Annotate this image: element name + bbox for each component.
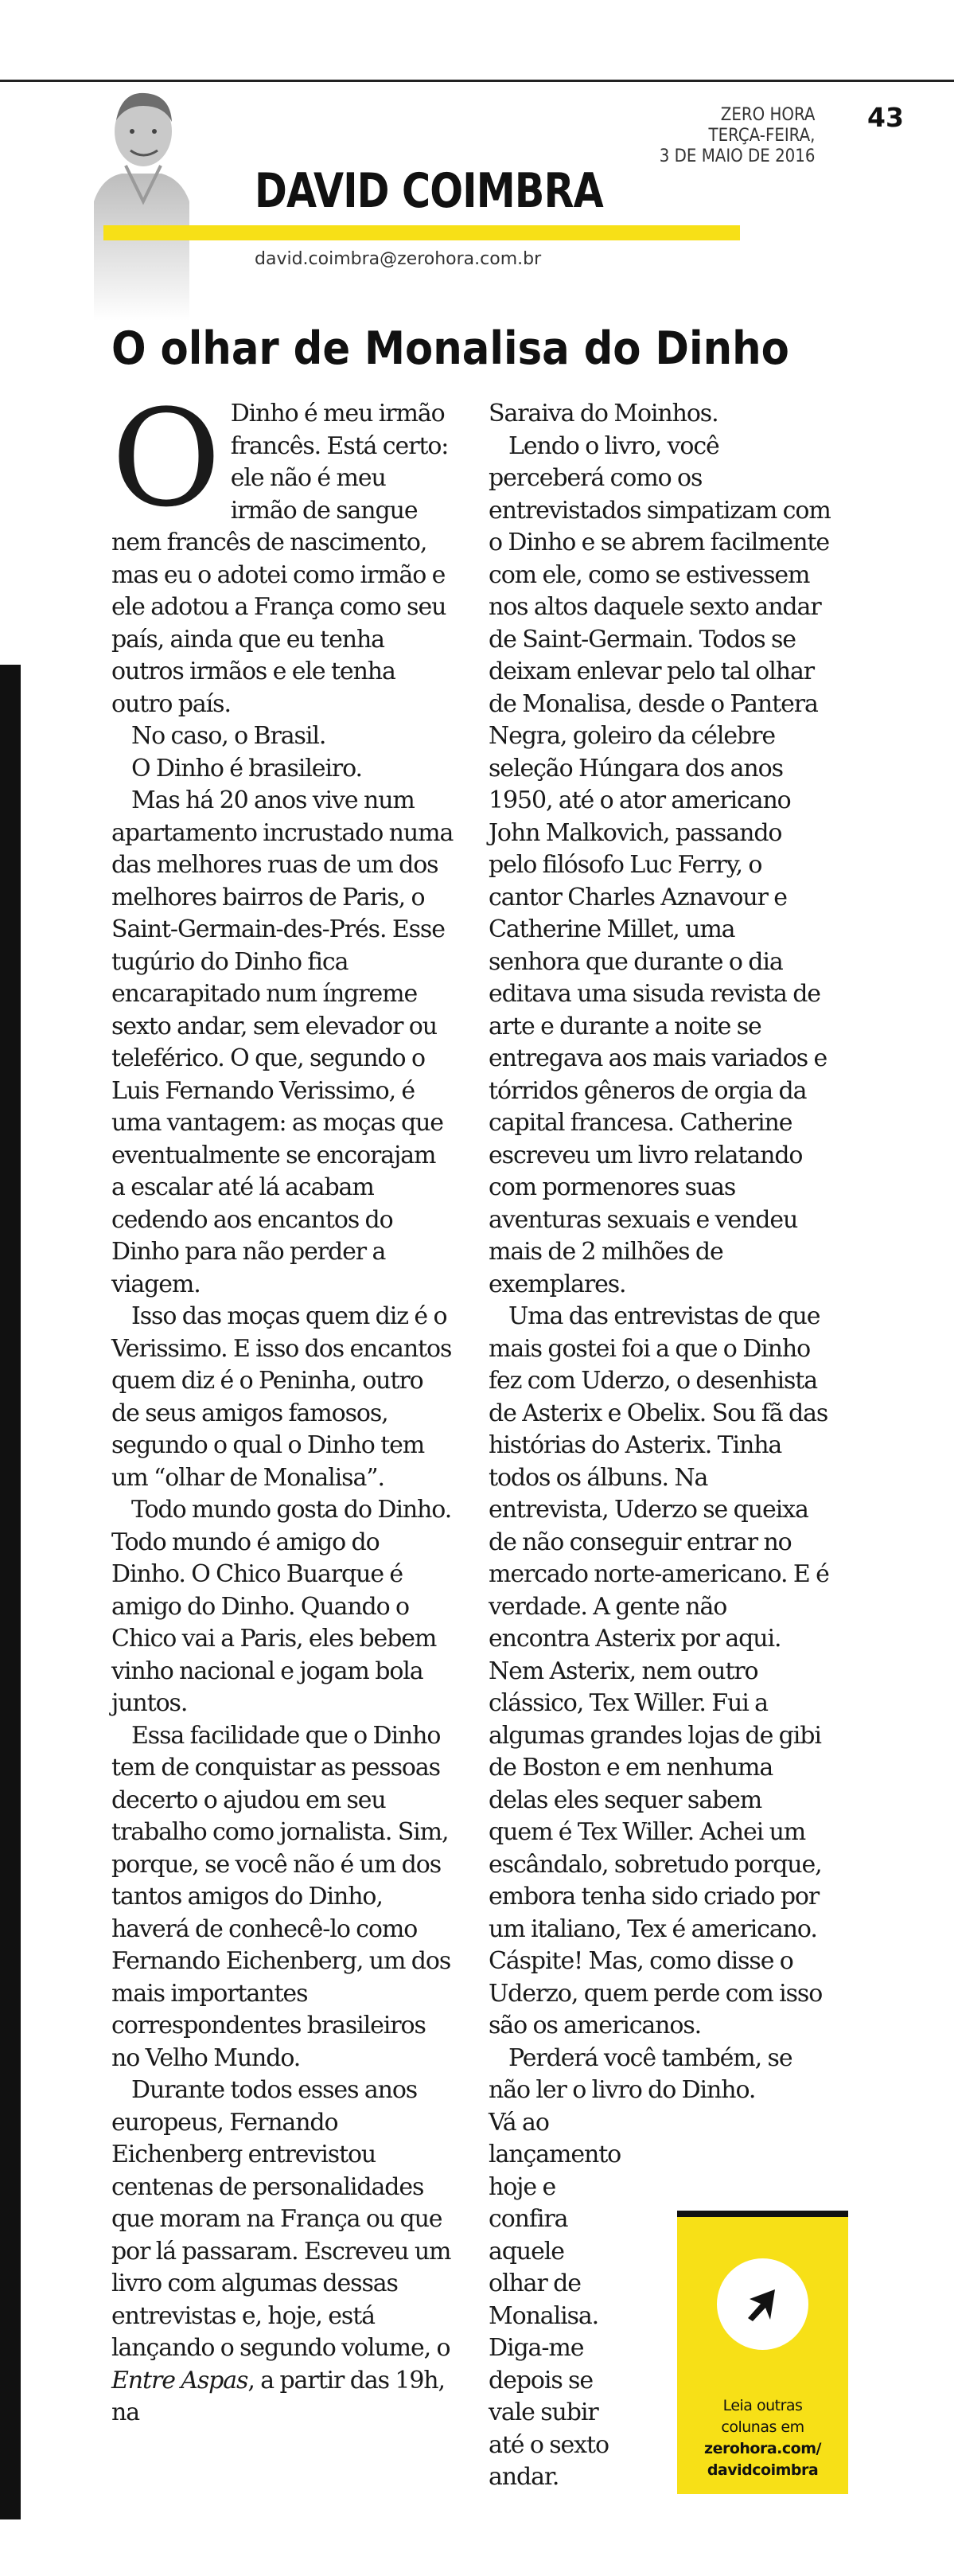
promo-line: Leia outras (722, 2397, 803, 2414)
edition-info (659, 105, 815, 167)
paragraph: Uma das entrevistas de que mais gostei foi a que o Dinho fez com Uderzo, o desenhista de Asterix e Obelix. Sou fã das histórias do Asterix. Tinha todos os álbuns. Na entrevista, Uderzo se queixa de não conseguir entrar no mercado norte-americano. E é verdade. A gente não encontra Asterix por aqui. Nem Asterix, nem outro clássico, Tex Willer. Fui a algumas grandes lojas de gibi de Boston e em nenhuma delas eles sequer sabem quem é Tex Willer. Achei um escândalo, sobretudo porque, embora tenha sido criado por um italiano, Tex é americano. Cáspite! Mas, como disse o Uderzo, quem perde com isso são os americanos. (489, 1302, 829, 2039)
paragraph: Essa facilidade que o Dinho tem de conquistar as pessoas decerto o ajudou em seu trabalho como jornalista. Sim, porque, se você não é um dos tantos amigos do Dinho, haverá de conhecê-lo como Fernando Eichenberg, um dos mais importantes correspondentes brasileiros no Velho Mundo. (111, 1721, 451, 2072)
promo-link[interactable]: zerohora.com/ (704, 2440, 821, 2457)
promo-top-rule (677, 2211, 848, 2217)
paragraph: Mas há 20 anos vive num apartamento incrustado numa das melhores ruas de um dos melhores bairros de Paris, o Saint-Germain-des-Prés. Esse tugúrio do Dinho fica encarapitado num íngreme sexto andar, sem elevador ou teleférico. O que, segundo o Luis Fernando Verissimo, é uma vantagem: as moças que eventualmente se encorajam a escalar até lá acabam cedendo aos encantos do Dinho para não perder a viagem. (111, 786, 454, 1298)
promo-icon-circle (717, 2258, 808, 2350)
article-title: O olhar de Monalisa do Dinho (111, 322, 789, 375)
paragraph-text: Durante todos esses anos europeus, Fernando Eichenberg entrevistou centenas de personalidades que moram na França ou que por lá passaram. Escreveu um livro com algumas dessas entrevistas e, hoje, está lançando o segundo volume, o (111, 2076, 451, 2362)
paragraph (111, 381, 454, 720)
book-title: Entre Aspas (111, 2366, 248, 2395)
promo-line: colunas em (721, 2418, 804, 2436)
paragraph-text: , a partir das 19h, na (111, 2366, 445, 2426)
paragraph: Saraiva do Moinhos. (489, 400, 718, 427)
paragraph: O Dinho é brasileiro. (131, 754, 362, 783)
author-photo (94, 82, 189, 321)
paragraph: No caso, o Brasil. (131, 722, 326, 750)
more-columns-promo[interactable] (677, 2211, 848, 2494)
page-number: 43 (867, 102, 904, 133)
paragraph-closing: Vá ao lançamento hoje e confira aquele olhar de Monalisa. Diga-me depois se vale subir até o sexto andar. (489, 2108, 621, 2491)
paragraph: Perderá você também, se não ler o livro do Dinho. (489, 2043, 792, 2104)
author-email[interactable]: david.coimbra@zerohora.com.br (255, 249, 542, 269)
yellow-rule (103, 225, 740, 240)
edition-weekday: TERÇA-FEIRA, (707, 126, 815, 146)
promo-link[interactable]: davidcoimbra (707, 2461, 819, 2479)
publication-name: ZERO HORA (720, 105, 815, 125)
edition-date: 3 DE MAIO DE 2016 (659, 146, 815, 166)
left-margin-bar (0, 665, 21, 2519)
author-name: DAVID COIMBRA (255, 163, 603, 219)
article-column-right (489, 398, 831, 2494)
cursor-arrow-icon (738, 2280, 788, 2329)
paragraph: Todo mundo gosta do Dinho. Todo mundo é amigo do Dinho. O Chico Buarque é amigo do Dinho. Quando o Chico vai a Paris, eles bebem vinho nacional e jogam bola juntos. (111, 1496, 452, 1717)
paragraph: Isso das moças quem diz é o Verissimo. E isso dos encantos quem diz é o Peninha, outro de seus amigos famosos, segundo o qual o Dinho tem um “olhar de Monalisa”. (111, 1302, 452, 1492)
paragraph (111, 2074, 454, 2430)
paragraph: Lendo o livro, você perceberá como os entrevistados simpatizam com o Dinho e se abrem facilmente com ele, como se estivessem nos altos daquele sexto andar de Saint-Germain. Todos se deixam enlevar pelo tal olhar de Monalisa, desde o Pantera Negra, goleiro da célebre seleção Húngara dos anos 1950, até o ator americano John Malkovich, passando pelo filósofo Luc Ferry, o cantor Charles Aznavour e Catherine Millet, uma senhora que durante o dia editava uma sisuda revista de arte e durante a noite se entregava aos mais variados e tórridos gêneros de orgia da capital francesa. Catherine escreveu um livro relatando com pormenores suas aventuras sexuais e vendeu mais de 2 milhões de exemplares. (489, 431, 831, 1298)
paragraph-text: Dinho é meu irmão francês. Está certo: ele não é meu irmão de sangue nem francês de nascimento, mas eu o adotei como irmão e ele adotou a França como seu país, ainda que eu tenha outros irmãos e ele tenha outro país. (111, 400, 449, 718)
article-column-left (111, 381, 454, 2430)
promo-text (677, 2395, 848, 2481)
drop-cap: O (111, 381, 221, 537)
